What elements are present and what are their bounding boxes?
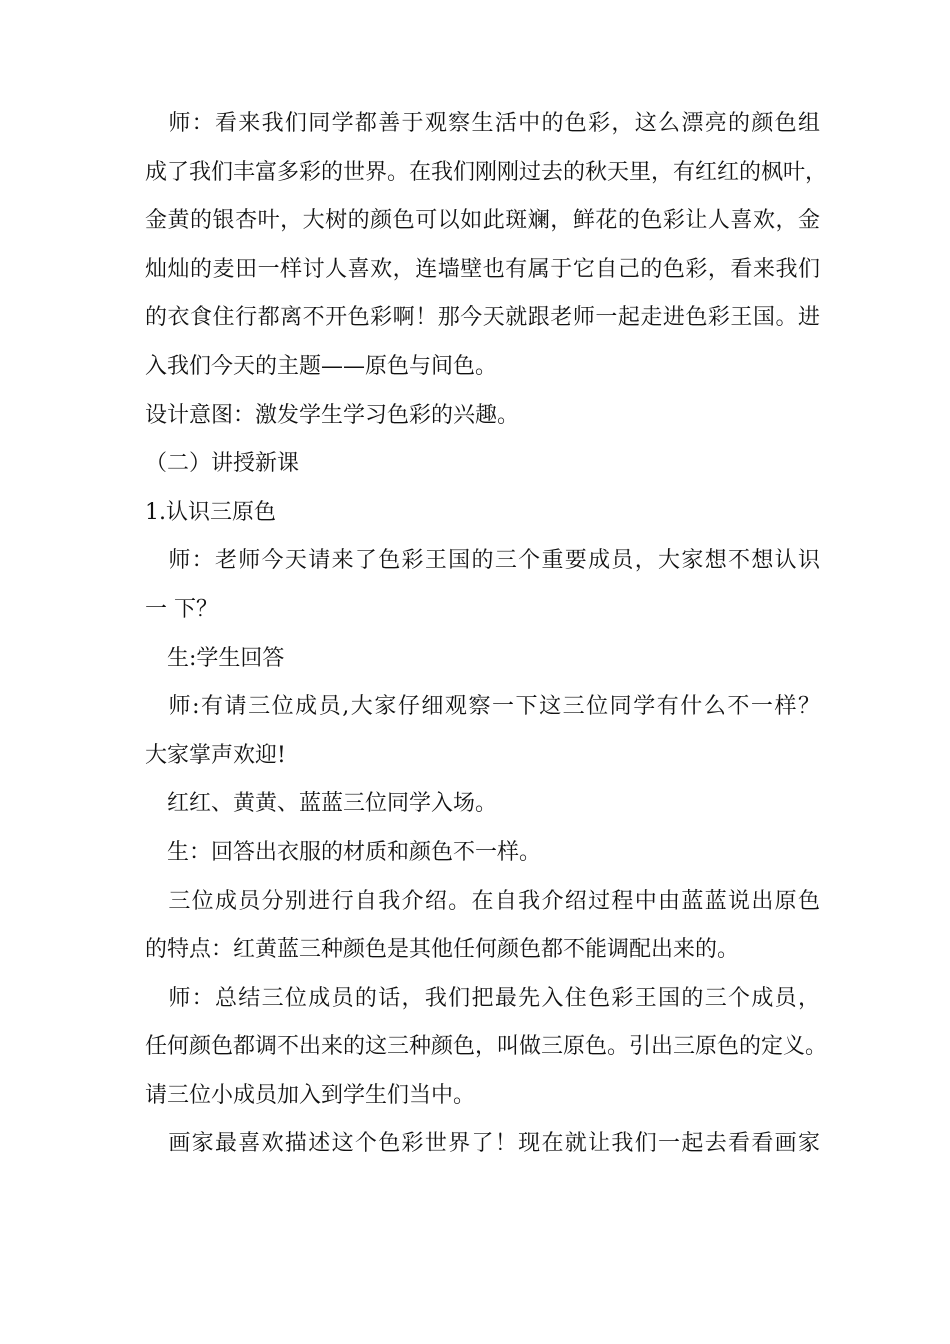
text-line: 任何颜色都调不出来的这三种颜色，叫做三原色。引出三原色的定义。	[145, 1034, 828, 1060]
text-line: 一 下？	[145, 596, 218, 622]
text-line: 请三位小成员加入到学生们当中。	[145, 1082, 476, 1108]
text-line: 师：老师今天请来了色彩王国的三个重要成员，大家想不想认识	[145, 548, 820, 574]
text-line: 成了我们丰富多彩的世界。在我们刚刚过去的秋天里，有红红的枫叶，	[145, 159, 828, 185]
text-line: 生：回答出衣服的材质和颜色不一样。	[145, 839, 542, 865]
text-line: 的衣食住行都离不开色彩啊！那今天就跟老师一起走进色彩王国。进	[145, 305, 820, 331]
paragraph-painters	[145, 1120, 820, 1169]
paragraph-entrance	[145, 780, 820, 829]
text-line: 设计意图：激发学生学习色彩的兴趣。	[145, 402, 520, 428]
paragraph-design-intent	[145, 392, 820, 441]
text-line: 画家最喜欢描述这个色彩世界了！现在就让我们一起去看看画家	[145, 1131, 820, 1157]
paragraph-teacher-question	[145, 537, 820, 634]
text-line: 大家掌声欢迎!	[145, 742, 286, 768]
text-line: 生:学生回答	[145, 645, 285, 671]
text-line: 入我们今天的主题——原色与间色。	[145, 353, 498, 379]
document-body	[145, 100, 828, 1169]
text-line: 灿灿的麦田一样讨人喜欢，连墙壁也有属于它自己的色彩，看来我们	[145, 256, 820, 282]
paragraph-teacher-invite	[145, 683, 820, 780]
paragraph-teacher-summary	[145, 975, 828, 1121]
text-line: 三位成员分别进行自我介绍。在自我介绍过程中由蓝蓝说出原色	[145, 888, 820, 914]
text-line: 红红、黄黄、蓝蓝三位同学入场。	[145, 791, 498, 817]
text-line: 师:有请三位成员,大家仔细观察一下这三位同学有什么不一样？	[145, 694, 820, 720]
text-line: （二）讲授新课	[145, 451, 300, 477]
text-line: 金黄的银杏叶，大树的颜色可以如此斑斓，鲜花的色彩让人喜欢，金	[145, 208, 820, 234]
text-line: 1.认识三原色	[145, 499, 276, 525]
paragraph-student-answer	[145, 635, 820, 684]
text-line: 的特点：红黄蓝三种颜色是其他任何颜色都不能调配出来的。	[145, 937, 740, 963]
section-heading-new-lesson	[145, 440, 820, 489]
paragraph-self-introduction	[145, 878, 820, 975]
subsection-heading-primary-colors	[145, 489, 820, 538]
paragraph-teacher-intro	[145, 100, 828, 392]
text-line: 师：看来我们同学都善于观察生活中的色彩，这么漂亮的颜色组	[145, 111, 820, 136]
text-line: 师：总结三位成员的话，我们把最先入住色彩王国的三个成员，	[145, 985, 820, 1011]
paragraph-student-observation	[145, 829, 820, 878]
